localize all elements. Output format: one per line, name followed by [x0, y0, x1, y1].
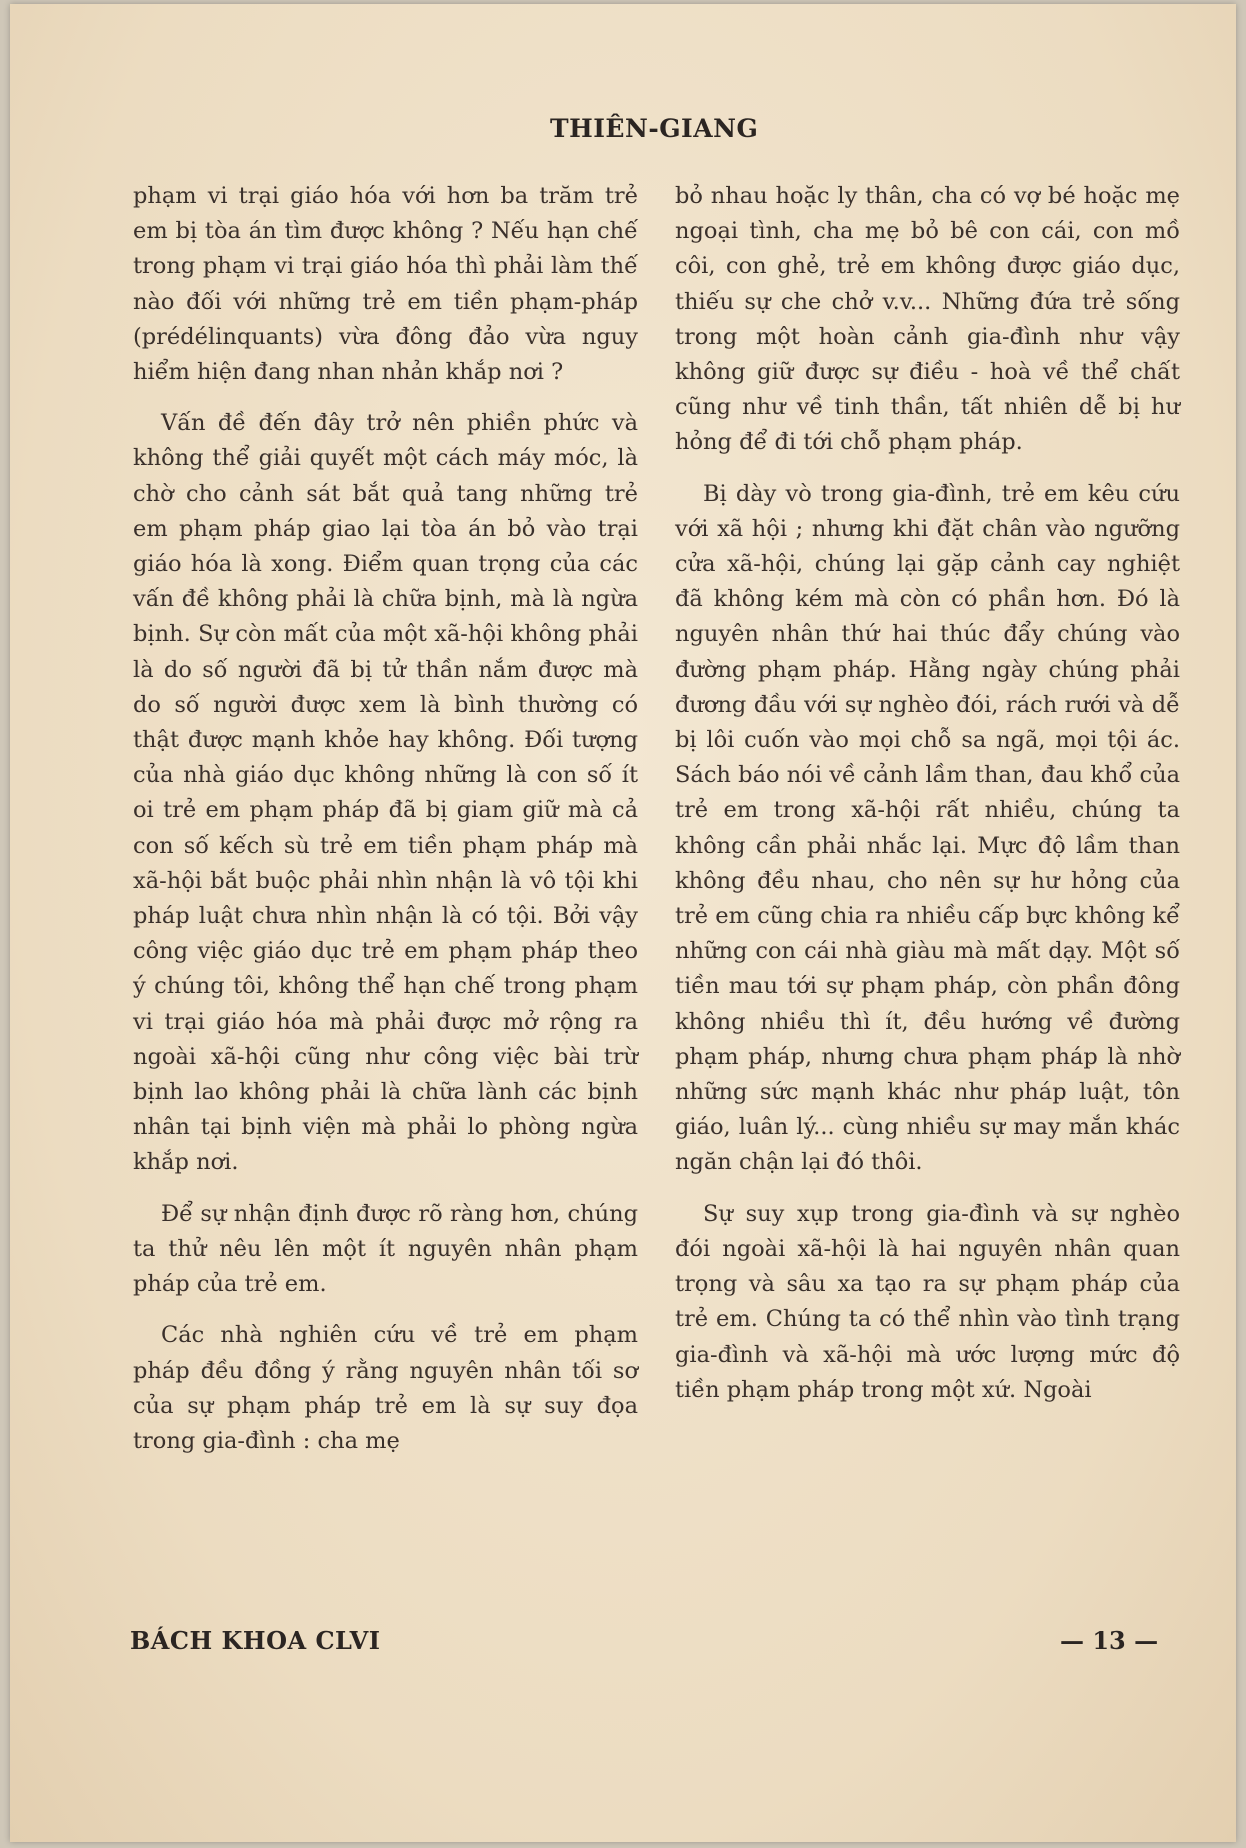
page-number: — 13 — — [1060, 1626, 1159, 1655]
paragraph: Sự suy xụp trong gia-đình và sự nghèo đói ngoài xã-hội là hai nguyên nhân quan trọng và sâu xa tạo ra sự phạm pháp của trẻ em. Chúng ta có thể nhìn vào tình trạng gia-đình và xã-hội mà ước lượng mức độ tiền phạm pháp trong một xứ. Ngoài — [675, 1200, 1180, 1403]
paragraph: phạm vi trại giáo hóa với hơn ba trăm trẻ em bị tòa án tìm được không ? Nếu hạn chế trong phạm vi trại giáo hóa thì phải làm thế nào đối với những trẻ em tiền phạm-pháp (prédélinquants) vừa đông đảo vừa nguy hiểm hiện đang nhan nhản khắp nơi ? — [133, 183, 638, 386]
paragraph: Để sự nhận định được rõ ràng hơn, chúng ta thử nêu lên một ít nguyên nhân phạm pháp của trẻ em. — [133, 1200, 638, 1298]
paragraph: Các nhà nghiên cứu về trẻ em phạm pháp đều đồng ý rằng nguyên nhân tối sơ của sự phạm pháp trẻ em là sự suy đọa trong gia-đình : cha mẹ — [133, 1322, 638, 1454]
page-header: THIÊN-GIANG — [550, 114, 759, 143]
magazine-issue: BÁCH KHOA CLVI — [130, 1626, 381, 1655]
right-column — [675, 179, 1180, 1408]
paragraph: bỏ nhau hoặc ly thân, cha có vợ bé hoặc mẹ ngoại tình, cha mẹ bỏ bê con cái, con mồ côi, con ghẻ, trẻ em không được giáo dục, thiếu sự che chở v.v... Những đứa trẻ sống trong một hoàn cảnh gia-đình như vậy không giữ được sự điều - hoà về thể chất cũng như về tinh thần, tất nhiên dễ bị hư hỏng để đi tới chỗ phạm pháp. — [675, 183, 1180, 456]
paragraph: Vấn đề đến đây trở nên phiền phức và không thể giải quyết một cách máy móc, là chờ cho cảnh sát bắt quả tang những trẻ em phạm pháp giao lại tòa án bỏ vào trại giáo hóa là xong. Điểm quan trọng của các vấn đề không phải là chữa bịnh, mà là ngừa bịnh. Sự còn mất của một xã-hội không phải là do số người đã bị tử thần nắm được mà do số người được xem là bình thường có thật được mạnh khỏe hay không. Đối tượng của nhà giáo dục không những là con số ít oi trẻ em phạm pháp đã bị giam giữ mà cả con số kếch sù trẻ em tiền phạm pháp mà xã-hội bắt buộc phải nhìn nhận là vô tội khi pháp luật chưa nhìn nhận là có tội. Bởi vậy công việc giáo dục trẻ em phạm pháp theo ý chúng tôi, không thể hạn chế trong phạm vi trại giáo hóa mà phải được mở rộng ra ngoài xã-hội cũng như công việc bài trừ bịnh lao không phải là chữa lành các bịnh nhân tại bịnh viện mà phải lo phòng ngừa khắp nơi. — [133, 410, 638, 1176]
left-column — [133, 179, 638, 1459]
paragraph: Bị dày vò trong gia-đình, trẻ em kêu cứu với xã hội ; nhưng khi đặt chân vào ngưỡng cửa xã-hội, chúng lại gặp cảnh cay nghiệt đã không kém mà còn có phần hơn. Đó là nguyên nhân thứ hai thúc đẩy chúng vào đường phạm pháp. Hằng ngày chúng phải đương đầu với sự nghèo đói, rách rưới và dễ bị lôi cuốn vào mọi chỗ sa ngã, mọi tội ác. Sách báo nói về cảnh lầm than, đau khổ của trẻ em trong xã-hội rất nhiều, chúng ta không cần phải nhắc lại. Mực độ lầm than không đều nhau, cho nên sự hư hỏng của trẻ em cũng chia ra nhiều cấp bực không kể những con cái nhà giàu mà mất dạy. Một số tiền mau tới sự phạm pháp, còn phần đông không nhiều thì ít, đều hướng về đường phạm pháp, nhưng chưa phạm pháp là nhờ những sức mạnh khác như pháp luật, tôn giáo, luân lý... cùng nhiều sự may mắn khác ngăn chận lại đó thôi. — [675, 480, 1180, 1176]
magazine-page — [10, 4, 1236, 1842]
